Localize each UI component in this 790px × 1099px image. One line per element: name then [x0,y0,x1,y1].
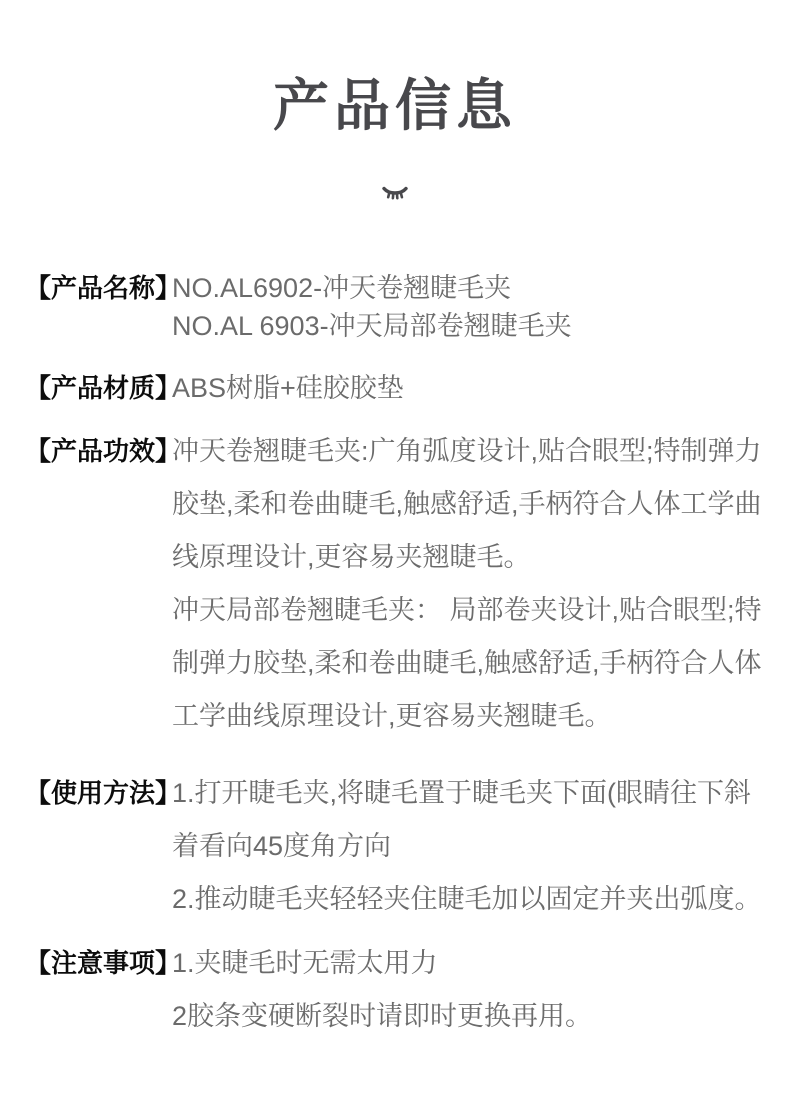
title-divider [0,184,790,200]
section-product-name [0,269,790,345]
text-line: 制弹力胶垫,柔和卷曲睫毛,触感舒适,手柄符合人体 [172,648,762,678]
section-label: 【产品功效】 [25,436,182,466]
section-precautions [0,937,790,1043]
text-line: NO.AL6902-冲天卷翘睫毛夹 [172,273,512,303]
section-product-material [0,362,790,415]
page-title: 产品信息 [273,74,517,137]
section-content [172,767,770,926]
section-label: 【注意事项】 [25,948,182,978]
section-content [172,937,770,1043]
section-content [172,362,770,415]
section-label: 【产品名称】 [25,273,182,303]
text-line: 1.打开睫毛夹,将睫毛置于睫毛夹下面(眼睛往下斜 [172,778,752,808]
text-line: NO.AL 6903-冲天局部卷翘睫毛夹 [172,311,572,341]
text-line: 2.推动睫毛夹轻轻夹住睫毛加以固定并夹出弧度。 [172,884,762,914]
section-usage-method [0,767,790,926]
closed-eye-lashes-icon [382,184,408,200]
section-content [172,425,770,743]
text-line: 着看向45度角方向 [172,831,392,861]
section-product-effect [0,425,790,743]
section-label: 【产品材质】 [25,373,182,403]
text-line: 冲天局部卷翘睫毛夹： 局部卷夹设计,贴合眼型;特 [172,595,762,625]
text-line: 1.夹睫毛时无需太用力 [172,948,438,978]
text-line: 2胶条变硬断裂时请即时更换再用。 [172,1001,593,1031]
section-content [172,269,770,345]
section-label: 【使用方法】 [25,778,182,808]
product-info-page [0,74,790,1099]
text-line: ABS树脂+硅胶胶垫 [172,373,404,403]
text-line: 工学曲线原理设计,更容易夹翘睫毛。 [172,701,612,731]
text-line: 线原理设计,更容易夹翘睫毛。 [172,542,531,572]
text-line: 冲天卷翘睫毛夹:广角弧度设计,贴合眼型;特制弹力 [172,436,762,466]
text-line: 胶垫,柔和卷曲睫毛,触感舒适,手柄符合人体工学曲 [172,489,762,519]
